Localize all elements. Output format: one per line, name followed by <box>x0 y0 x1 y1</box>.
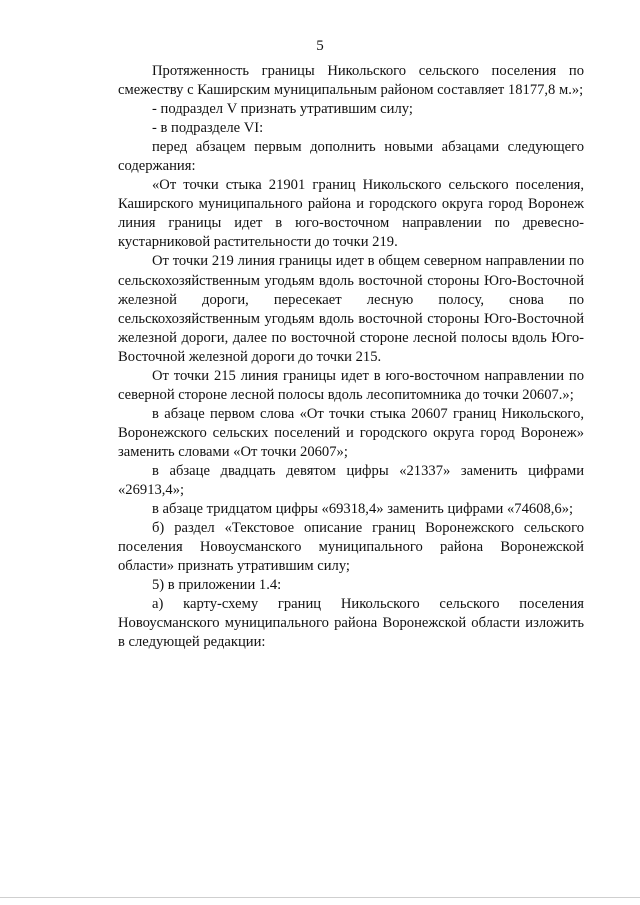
paragraph-13: а) карту-схему границ Никольского сельского поселения Новоусманского муниципального района Воронежской области изложить в следующей редакции: <box>118 596 584 651</box>
paragraph-7: От точки 215 линия границы идет в юго-восточном направлении по северной стороне лесной полосы вдоль лесопитомника до точки 20607.»; <box>118 367 584 403</box>
document-body <box>118 62 584 652</box>
paragraph-9: в абзаце двадцать девятом цифры «21337» заменить цифрами «26913,4»; <box>118 462 584 499</box>
paragraph-12: 5) в приложении 1.4: <box>152 577 282 594</box>
paragraph-8: в абзаце первом слова «От точки стыка 20607 границ Никольского, Воронежского сельских поселений и городского округа город Воронеж» заменить словами «От точки 20607»; <box>118 405 584 460</box>
paragraph-3: - в подразделе VI: <box>152 120 264 137</box>
paragraph-6: От точки 219 линия границы идет в общем северном направлении по сельскохозяйственным угодьям вдоль восточной стороны Юго-Восточной железной дороги, пересекает лесную полосу, снова по сельскохозяйственным угодьям вдоль восточной стороны Юго-Восточной железной дороги, далее по восточной стороне лесной полосы вдоль Юго-Восточной железной дороги до точки 215. <box>118 253 584 365</box>
paragraph-5: «От точки стыка 21901 границ Никольского сельского поселения, Каширского муниципального района и городского округа город Воронеж линия границы идет в юго-восточном направлении по древесно-кустарниковой растительности до точки 219. <box>118 177 584 251</box>
paragraph-10: в абзаце тридцатом цифры «69318,4» заменить цифрами «74608,6»; <box>152 501 574 518</box>
paragraph-1: Протяженность границы Никольского сельского поселения по смежеству с Каширским муниципальным районом составляет 18177,8 м.»; <box>118 63 584 99</box>
page-bottom-edge <box>0 897 640 898</box>
paragraph-11: б) раздел «Текстовое описание границ Воронежского сельского поселения Новоусманского муниципального района Воронежской области» признать утратившим силу; <box>118 520 584 575</box>
paragraph-2: - подраздел V признать утратившим силу; <box>152 101 413 118</box>
paragraph-4: перед абзацем первым дополнить новыми абзацами следующего содержания: <box>118 139 584 175</box>
page-number: 5 <box>316 38 324 54</box>
